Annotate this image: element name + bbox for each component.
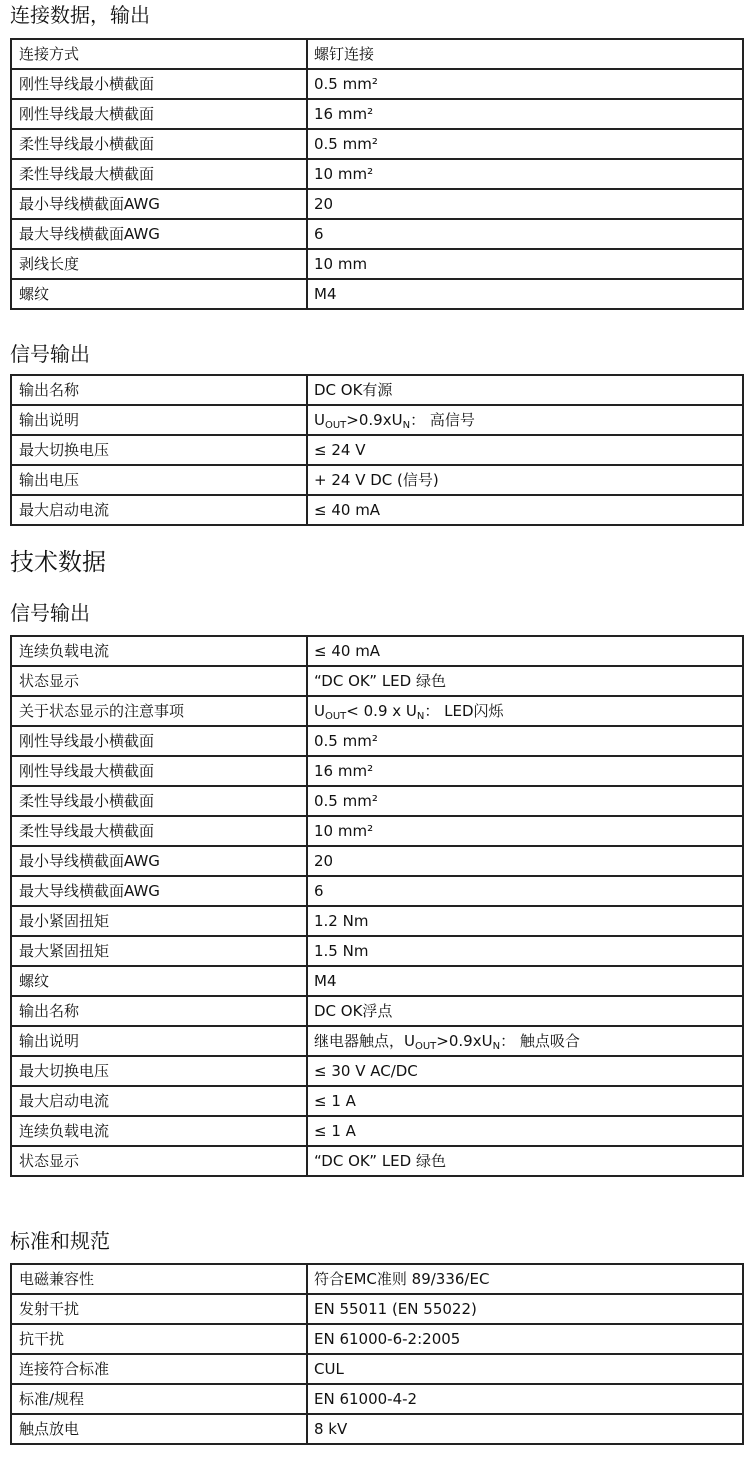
spec-table-signal-output-2 [10, 635, 744, 1177]
row-label: 最大导线横截面AWG [11, 876, 307, 906]
table-row [11, 636, 743, 666]
row-value: ≤ 40 mA [307, 636, 743, 666]
row-value: + 24 V DC (信号) [307, 465, 743, 495]
value-symbol: 继电器触点，U [314, 1032, 415, 1050]
row-value: ≤ 40 mA [307, 495, 743, 525]
row-label: 关于状态显示的注意事项 [11, 696, 307, 726]
table-row [11, 996, 743, 1026]
row-label: 刚性导线最小横截面 [11, 726, 307, 756]
row-value [307, 696, 743, 726]
row-label: 最大紧固扭矩 [11, 936, 307, 966]
row-value: 0.5 mm² [307, 129, 743, 159]
table-row [11, 405, 743, 435]
row-value: 0.5 mm² [307, 786, 743, 816]
row-value: ≤ 1 A [307, 1116, 743, 1146]
table-row [11, 936, 743, 966]
row-value: CUL [307, 1354, 743, 1384]
row-label: 刚性导线最大横截面 [11, 99, 307, 129]
row-value: 6 [307, 876, 743, 906]
row-label: 最小导线横截面AWG [11, 846, 307, 876]
row-label: 最小导线横截面AWG [11, 189, 307, 219]
table-row [11, 435, 743, 465]
spec-table-signal-output-1 [10, 374, 744, 526]
value-subscript: OUT [324, 420, 347, 431]
value-text: < 0.9 x U [346, 702, 417, 720]
table-row [11, 1354, 743, 1384]
section-heading-technical-data: 技术数据 [10, 548, 106, 576]
table-row [11, 159, 743, 189]
row-value: DC OK有源 [307, 375, 743, 405]
table-row [11, 1264, 743, 1294]
row-value: 符合EMC准则 89/336/EC [307, 1264, 743, 1294]
row-value: 1.5 Nm [307, 936, 743, 966]
section-heading-signal-output-1: 信号输出 [10, 342, 90, 366]
row-label: 抗干扰 [11, 1324, 307, 1354]
row-value: EN 61000-6-2:2005 [307, 1324, 743, 1354]
section-heading-signal-output-2: 信号输出 [10, 601, 90, 625]
row-label: 输出名称 [11, 375, 307, 405]
value-symbol: U [314, 411, 325, 429]
table-row [11, 1086, 743, 1116]
table-row [11, 1146, 743, 1176]
row-label: 输出说明 [11, 1026, 307, 1056]
table-row [11, 1324, 743, 1354]
table-row [11, 1116, 743, 1146]
spec-table-standards [10, 1263, 744, 1445]
row-value: 8 kV [307, 1414, 743, 1444]
row-label: 最大启动电流 [11, 495, 307, 525]
table-row [11, 69, 743, 99]
row-label: 刚性导线最大横截面 [11, 756, 307, 786]
row-label: 最大启动电流 [11, 1086, 307, 1116]
row-label: 连接方式 [11, 39, 307, 69]
value-text: ： 触点吸合 [500, 1032, 580, 1050]
value-symbol: U [314, 702, 325, 720]
row-value: 0.5 mm² [307, 726, 743, 756]
row-label: 最大导线横截面AWG [11, 219, 307, 249]
table-row [11, 846, 743, 876]
table-row [11, 696, 743, 726]
row-label: 柔性导线最大横截面 [11, 159, 307, 189]
row-label: 柔性导线最大横截面 [11, 816, 307, 846]
row-label: 标准/规程 [11, 1384, 307, 1414]
table-row [11, 219, 743, 249]
row-value: 10 mm [307, 249, 743, 279]
row-label: 螺纹 [11, 966, 307, 996]
row-label: 最大切换电压 [11, 1056, 307, 1086]
table-row [11, 876, 743, 906]
row-label: 连续负载电流 [11, 636, 307, 666]
row-value: 1.2 Nm [307, 906, 743, 936]
table-row [11, 495, 743, 525]
value-subscript: N [402, 420, 411, 431]
row-label: 状态显示 [11, 666, 307, 696]
row-label: 连续负载电流 [11, 1116, 307, 1146]
row-label: 输出名称 [11, 996, 307, 1026]
row-value: M4 [307, 966, 743, 996]
section-heading-connection-output: 连接数据，输出 [10, 3, 150, 27]
row-value: 螺钉连接 [307, 39, 743, 69]
row-value: 16 mm² [307, 99, 743, 129]
row-value: 0.5 mm² [307, 69, 743, 99]
value-subscript: N [492, 1041, 501, 1052]
table-row [11, 816, 743, 846]
value-text: >0.9xU [346, 411, 403, 429]
row-label: 触点放电 [11, 1414, 307, 1444]
table-row [11, 39, 743, 69]
table-row [11, 249, 743, 279]
row-value: EN 55011 (EN 55022) [307, 1294, 743, 1324]
row-value: 10 mm² [307, 159, 743, 189]
table-row [11, 189, 743, 219]
value-subscript: OUT [324, 711, 347, 722]
row-label: 电磁兼容性 [11, 1264, 307, 1294]
row-value: 20 [307, 846, 743, 876]
row-value: 10 mm² [307, 816, 743, 846]
table-row [11, 129, 743, 159]
row-label: 螺纹 [11, 279, 307, 309]
table-row [11, 1294, 743, 1324]
table-row [11, 465, 743, 495]
table-row [11, 666, 743, 696]
row-value: ≤ 1 A [307, 1086, 743, 1116]
row-label: 状态显示 [11, 1146, 307, 1176]
row-value [307, 405, 743, 435]
row-label: 柔性导线最小横截面 [11, 786, 307, 816]
row-label: 剥线长度 [11, 249, 307, 279]
row-label: 连接符合标准 [11, 1354, 307, 1384]
row-label: 发射干扰 [11, 1294, 307, 1324]
row-label: 柔性导线最小横截面 [11, 129, 307, 159]
table-row [11, 786, 743, 816]
row-value: “DC OK” LED 绿色 [307, 666, 743, 696]
table-row [11, 375, 743, 405]
row-value [307, 1026, 743, 1056]
row-value: DC OK浮点 [307, 996, 743, 1026]
row-value: ≤ 30 V AC/DC [307, 1056, 743, 1086]
value-text: ： 高信号 [410, 411, 475, 429]
table-row [11, 906, 743, 936]
value-subscript: N [416, 711, 425, 722]
row-label: 输出电压 [11, 465, 307, 495]
table-row [11, 1056, 743, 1086]
table-row [11, 99, 743, 129]
value-text: ： LED闪烁 [424, 702, 504, 720]
row-value: 16 mm² [307, 756, 743, 786]
row-label: 刚性导线最小横截面 [11, 69, 307, 99]
row-value: ≤ 24 V [307, 435, 743, 465]
row-value: M4 [307, 279, 743, 309]
row-value: 20 [307, 189, 743, 219]
row-label: 最小紧固扭矩 [11, 906, 307, 936]
value-text: >0.9xU [436, 1032, 493, 1050]
section-heading-standards: 标准和规范 [10, 1229, 110, 1253]
row-value: 6 [307, 219, 743, 249]
row-label: 最大切换电压 [11, 435, 307, 465]
table-row [11, 1414, 743, 1444]
row-label: 输出说明 [11, 405, 307, 435]
table-row [11, 279, 743, 309]
table-row [11, 966, 743, 996]
value-subscript: OUT [414, 1041, 437, 1052]
row-value: “DC OK” LED 绿色 [307, 1146, 743, 1176]
table-row [11, 726, 743, 756]
row-value: EN 61000-4-2 [307, 1384, 743, 1414]
spec-table-connection-output [10, 38, 744, 310]
table-row [11, 1026, 743, 1056]
table-row [11, 1384, 743, 1414]
table-row [11, 756, 743, 786]
